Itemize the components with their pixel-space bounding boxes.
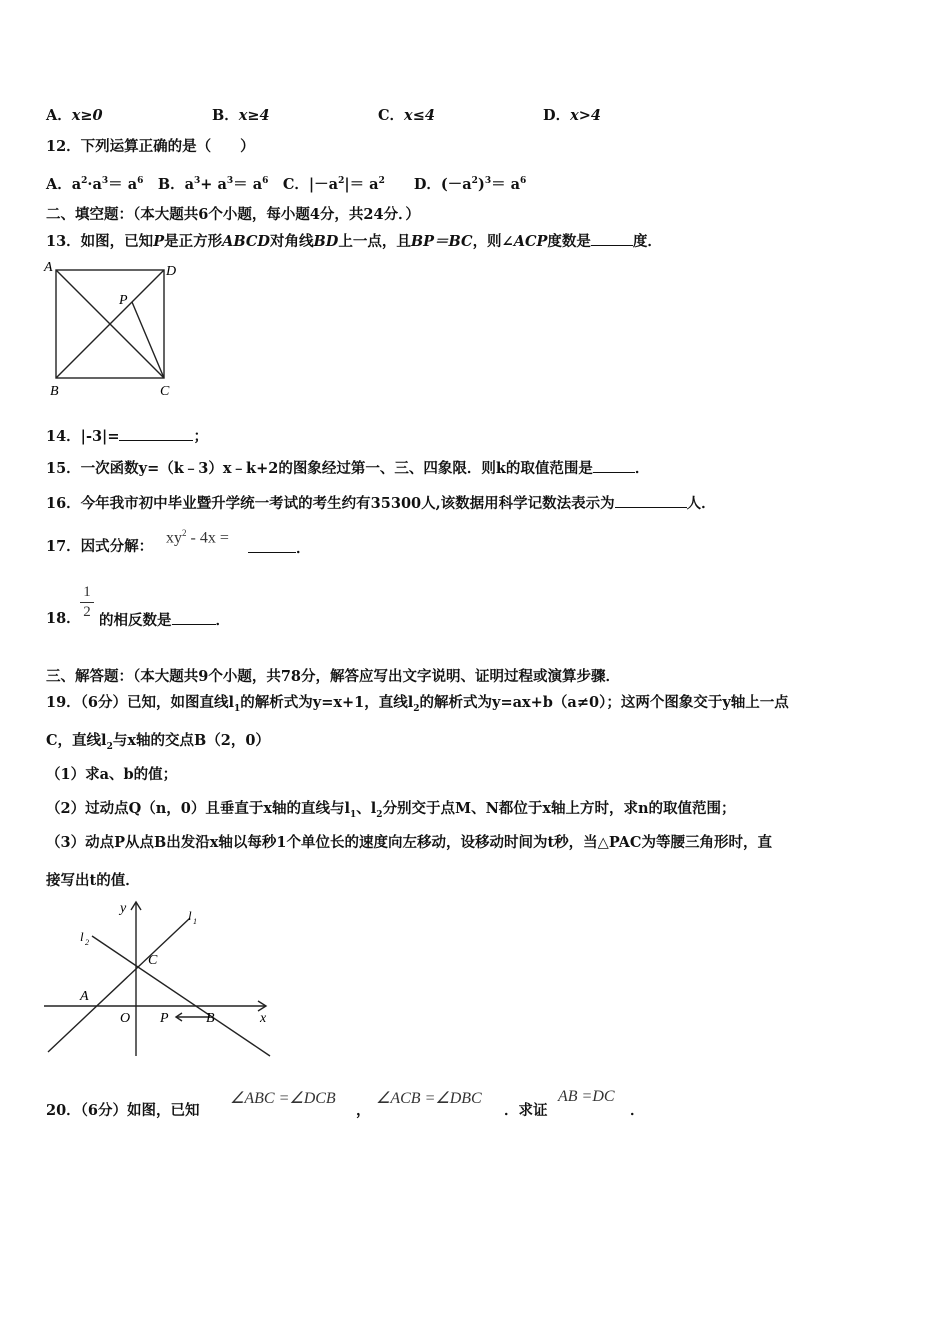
q19-graph-figure	[40, 896, 276, 1062]
q13-stem: 13．如图，已知P是正方形ABCD对角线BD上一点，且BP＝BC，则∠ACP度数是 度．	[46, 233, 662, 250]
q17-stem: 17．因式分解：	[46, 538, 154, 555]
label-l1-sub: 1	[193, 917, 197, 926]
q12-stem: 12．下列运算正确的是（ ）	[46, 138, 255, 155]
q11-option-a: A．x≥0	[46, 107, 103, 124]
label-p: P	[119, 293, 128, 308]
q19-line1: 19．（6分）已知，如图直线$l_1$的解析式为y=x+1，直线$l_2$的解析式为y=ax+b（a≠0）；这两个图象交于y轴上一点	[46, 694, 789, 714]
q20-end: ．	[630, 1102, 645, 1119]
q20-conclusion: AB =DC	[558, 1088, 615, 1105]
q19-part3-cont: 接写出t的值．	[46, 872, 140, 889]
q19-line2: C，直线$l_2$与x轴的交点B（2，0）	[46, 732, 270, 752]
q20-condition-1: ∠ABC =∠DCB	[230, 1090, 336, 1107]
line-l1	[48, 918, 190, 1052]
label-l2-sub: 2	[85, 938, 89, 947]
label-a: A	[80, 989, 89, 1004]
segment-pc	[132, 302, 164, 378]
label-o: O	[120, 1011, 131, 1026]
label-l2: l	[80, 929, 84, 944]
q11-option-b: B．x≥4	[212, 107, 270, 124]
q19-part1: （1）求a、b的值；	[46, 766, 178, 783]
label-b: B	[50, 384, 59, 399]
q18-number: 18．	[46, 610, 81, 627]
q20-condition-2: ∠ACB =∠DBC	[376, 1090, 482, 1107]
q20-prove: ．求证	[504, 1102, 548, 1119]
q17-blank: ．	[248, 538, 311, 558]
q16-stem: 16．今年我市初中毕业暨升学统一考试的考生约有35300人,该数据用科学记数法表示为 人．	[46, 495, 716, 512]
q18-fraction	[78, 584, 96, 621]
label-y: y	[120, 901, 127, 916]
q17-expression: $xy^2 - 4x$ =	[166, 528, 229, 547]
label-a: A	[44, 260, 53, 275]
line-l2	[92, 936, 270, 1056]
fraction-denominator: 2	[83, 604, 91, 620]
q13-square-figure	[40, 258, 190, 403]
label-c: C	[160, 384, 170, 399]
q19-part2: （2）过动点Q（n，0）且垂直于x轴的直线与$l_1$、$l_2$分别交于点M、N都位于x轴上方时，求n的取值范围；	[46, 800, 736, 820]
label-c: C	[148, 953, 158, 968]
fraction-numerator: 1	[83, 584, 91, 600]
q12-options: A．$a^2\cdot a^3= a^6$ B．$a^3+ a^3= a^6$ C．$|-a^2|= a^2$ D．$(-a^2)^3= a^6$	[46, 175, 527, 193]
q18-stem: 的相反数是 ．	[99, 612, 230, 629]
label-x: x	[260, 1011, 267, 1026]
q15-stem: 15．一次函数y=（k﹣3）x﹣k+2的图象经过第一、三、四象限．则k的取值范围是 ．	[46, 460, 650, 477]
section3-heading: 三、解答题：（本大题共9个小题，共78分，解答应写出文字说明、证明过程或演算步骤．	[46, 668, 621, 685]
q19-part3: （3）动点P从点B出发沿x轴以每秒1个单位长的速度向左移动，设移动时间为t秒，当△PAC为等腰三角形时，直	[46, 834, 772, 851]
label-b: B	[206, 1011, 215, 1026]
q11-option-c: C．x≤4	[378, 107, 435, 124]
section2-heading: 二、填空题：（本大题共6个小题，每小题4分，共24分．）	[46, 206, 420, 223]
label-p: P	[160, 1011, 169, 1026]
q20-sep: ，	[356, 1102, 371, 1119]
q20-stem: 20．（6分）如图，已知	[46, 1102, 200, 1119]
q14-stem: 14．|-3|= ；	[46, 428, 208, 445]
q11-option-d: D．x>4	[543, 107, 601, 124]
label-d: D	[166, 264, 177, 279]
label-l1: l	[188, 908, 192, 923]
